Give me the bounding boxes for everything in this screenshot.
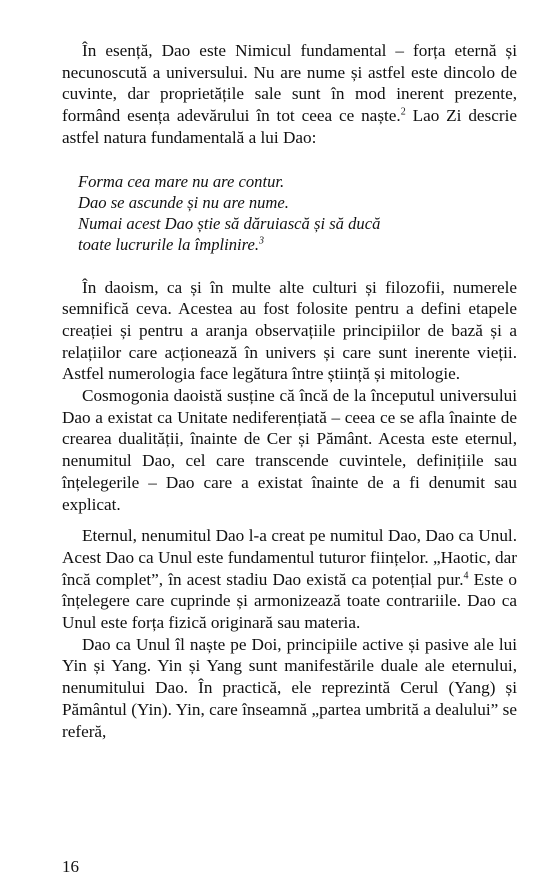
page-text-column [62,40,517,742]
footnote-marker: 3 [258,234,264,246]
footnote-marker: 4 [463,569,469,581]
quote-line: Forma cea mare nu are contur. [78,171,285,191]
paragraph-text-tail: Este o înțelegere care cuprinde și armonizează toate contrariile. Dao ca Unul este forța fizică originară sau materia. [62,569,518,633]
paragraph-numerology [62,277,517,386]
footnote-marker: 2 [400,106,406,118]
paragraph-text: În daoism, ca și în multe alte culturi și filozofii, numerele semnifică ceva. Acestea au fost folosite pentru a defini etapele creației și pentru a aranja observațiile principiilor de bază și a relațiilor care acționează în univers și care sunt inerente vieții. Astfel numerologia face legătura între știință și mitologie. [62,277,517,384]
quote-line: Numai acest Dao știe să dăruiască și să ducă [78,213,381,233]
paragraph-text: Cosmogonia daoistă susține că încă de la începutul universului Dao a existat ca Unitate nediferențiată – ceea ce se afla înainte de crearea dualității, înainte de Cer și Pământ. Acesta este eternul, nenumitul Dao, cel care transcende cuvintele, definițiile sau înțelegerile – Dao care a existat înainte de a fi denumit sau explicat. [62,386,517,514]
paragraph-eternal-dao [62,525,517,634]
paragraph-text: Eternul, nenumitul Dao l-a creat pe numitul Dao, Dao ca Unul. Acest Dao ca Unul este fundamentul tuturor ființelor. „Haotic, dar încă complet”, în acest stadiu Dao există ca potențial pur. [62,526,517,589]
paragraph-yin-yang [62,634,517,743]
page-number: 16 [62,857,79,876]
quote-line: Dao se ascunde și nu are nume. [78,192,289,212]
quote-line-text: toate lucrurile la împlinire. [78,234,259,254]
quote-line-last [78,234,517,255]
paragraph-text-tail: Lao Zi descrie astfel natura fundamentală a lui Dao: [62,106,517,147]
paragraph-cosmogony [62,385,517,515]
lao-zi-quote [78,171,517,255]
paragraph-dao-essence [62,40,517,149]
paragraph-text: În esență, Dao este Nimicul fundamental – forța eternă și necunoscută a universului. Nu are nume și astfel este dincolo de cuvinte, dar proprietățile sale sunt în mod inerent prezente, formând esența adevărului în tot ceea ce naște. [62,41,517,126]
paragraph-text: Dao ca Unul îl naște pe Doi, principiile active și pasive ale lui Yin și Yang. Yin și Yang sunt manifestările duale ale eternului, nenumitului Dao. În practică, ele reprezintă Cerul (Yang) și Pământul (Yin). Yin, care înseamnă „partea umbrită a dealului” se referă, [62,634,517,741]
